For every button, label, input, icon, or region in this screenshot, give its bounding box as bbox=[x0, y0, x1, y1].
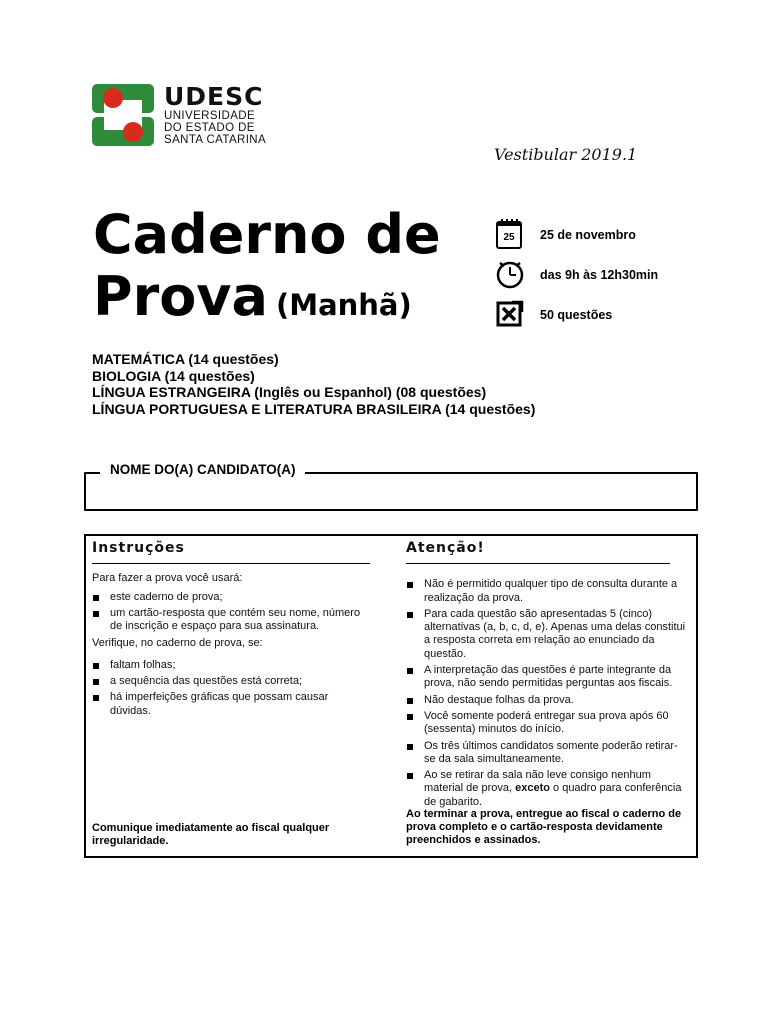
list-item: Os três últimos candidatos somente poderão retirar-se da sala simultaneamente. bbox=[406, 740, 688, 767]
subject-item: BIOLOGIA (14 questões) bbox=[92, 367, 255, 384]
last-item-before: Ao se retirar da sala não leve consigo nenhum material de prova, bbox=[424, 769, 651, 795]
list-item: este caderno de prova; bbox=[92, 591, 372, 604]
list-item: faltam folhas; bbox=[92, 659, 372, 672]
candidate-name-label: NOME DO(A) CANDIDATO(A) bbox=[100, 462, 305, 477]
subjects-list bbox=[92, 351, 535, 417]
list-item: Você somente poderá entregar sua prova após 60 (sessenta) minutos do início. bbox=[406, 710, 688, 737]
logo-name: UDESC bbox=[164, 82, 264, 111]
subject-item: MATEMÁTICA (14 questões) bbox=[92, 351, 279, 367]
title-line2: Prova bbox=[93, 265, 268, 328]
atencao-list bbox=[406, 578, 688, 809]
logo-line3: SANTA CATARINA bbox=[164, 134, 267, 146]
list-item: Não destaque folhas da prova. bbox=[406, 694, 688, 707]
clock-icon bbox=[494, 258, 526, 290]
title-shift: (Manhã) bbox=[275, 288, 412, 322]
last-item-bold: exceto bbox=[515, 782, 550, 795]
page-title bbox=[93, 205, 441, 337]
atencao-footer: Ao terminar a prova, entregue ao fiscal o caderno de prova completo e o cartão-resposta devidamente preenchidos e assinados. bbox=[406, 808, 682, 846]
title-line1: Caderno de bbox=[93, 203, 441, 266]
instrucoes-intro1: Para fazer a prova você usará: bbox=[92, 572, 243, 585]
logo-line2: DO ESTADO DE bbox=[164, 122, 255, 134]
candidate-name-field[interactable] bbox=[84, 462, 698, 511]
subject-item: LÍNGUA ESTRANGEIRA (Inglês ou Espanhol) (08 questões) bbox=[92, 384, 487, 400]
list-item: Não é permitido qualquer tipo de consulta durante a realização da prova. bbox=[406, 578, 688, 605]
time-text: das 9h às 12h30min bbox=[540, 268, 659, 282]
logo-line1: UNIVERSIDADE bbox=[164, 110, 256, 122]
udesc-logo bbox=[92, 84, 272, 146]
calendar-day: 25 bbox=[503, 232, 515, 243]
list-item: há imperfeições gráficas que possam causar dúvidas. bbox=[92, 691, 372, 718]
calendar-icon bbox=[494, 218, 526, 250]
checkbox-x-icon bbox=[494, 298, 526, 330]
questions-text: 50 questões bbox=[540, 308, 613, 322]
list-item: um cartão-resposta que contém seu nome, número de inscrição e espaço para sua assinatura. bbox=[92, 607, 372, 634]
instrucoes-list2 bbox=[92, 659, 372, 718]
udesc-logo-mark-icon bbox=[92, 84, 154, 146]
list-item: a sequência das questões está correta; bbox=[92, 675, 372, 688]
subject-item: LÍNGUA PORTUGUESA E LITERATURA BRASILEIRA (14 questões) bbox=[92, 400, 536, 417]
instrucoes-intro2: Verifique, no caderno de prova, se: bbox=[92, 637, 263, 650]
instrucoes-heading: Instruções bbox=[92, 542, 370, 564]
atencao-heading: Atenção! bbox=[406, 542, 670, 564]
last-item-after: o quadro para conferência de gabarito. bbox=[424, 782, 682, 808]
date-text: 25 de novembro bbox=[540, 228, 636, 242]
list-item: A interpretação das questões é parte integrante da prova, não sendo permitidas perguntas aos fiscais. bbox=[406, 664, 688, 691]
instrucoes-column bbox=[92, 536, 372, 721]
instructions-box bbox=[84, 534, 698, 858]
instrucoes-footer: Comunique imediatamente ao fiscal qualquer irregularidade. bbox=[92, 822, 330, 847]
atencao-column bbox=[406, 536, 688, 812]
list-item bbox=[406, 769, 688, 809]
vestibular-label: Vestibular 2019.1 bbox=[494, 145, 638, 164]
instrucoes-list1 bbox=[92, 591, 372, 634]
list-item: Para cada questão são apresentadas 5 (cinco) alternativas (a, b, c, d, e). Apenas uma delas constitui a resposta correta em relação ao enunciado da questão. bbox=[406, 608, 688, 661]
